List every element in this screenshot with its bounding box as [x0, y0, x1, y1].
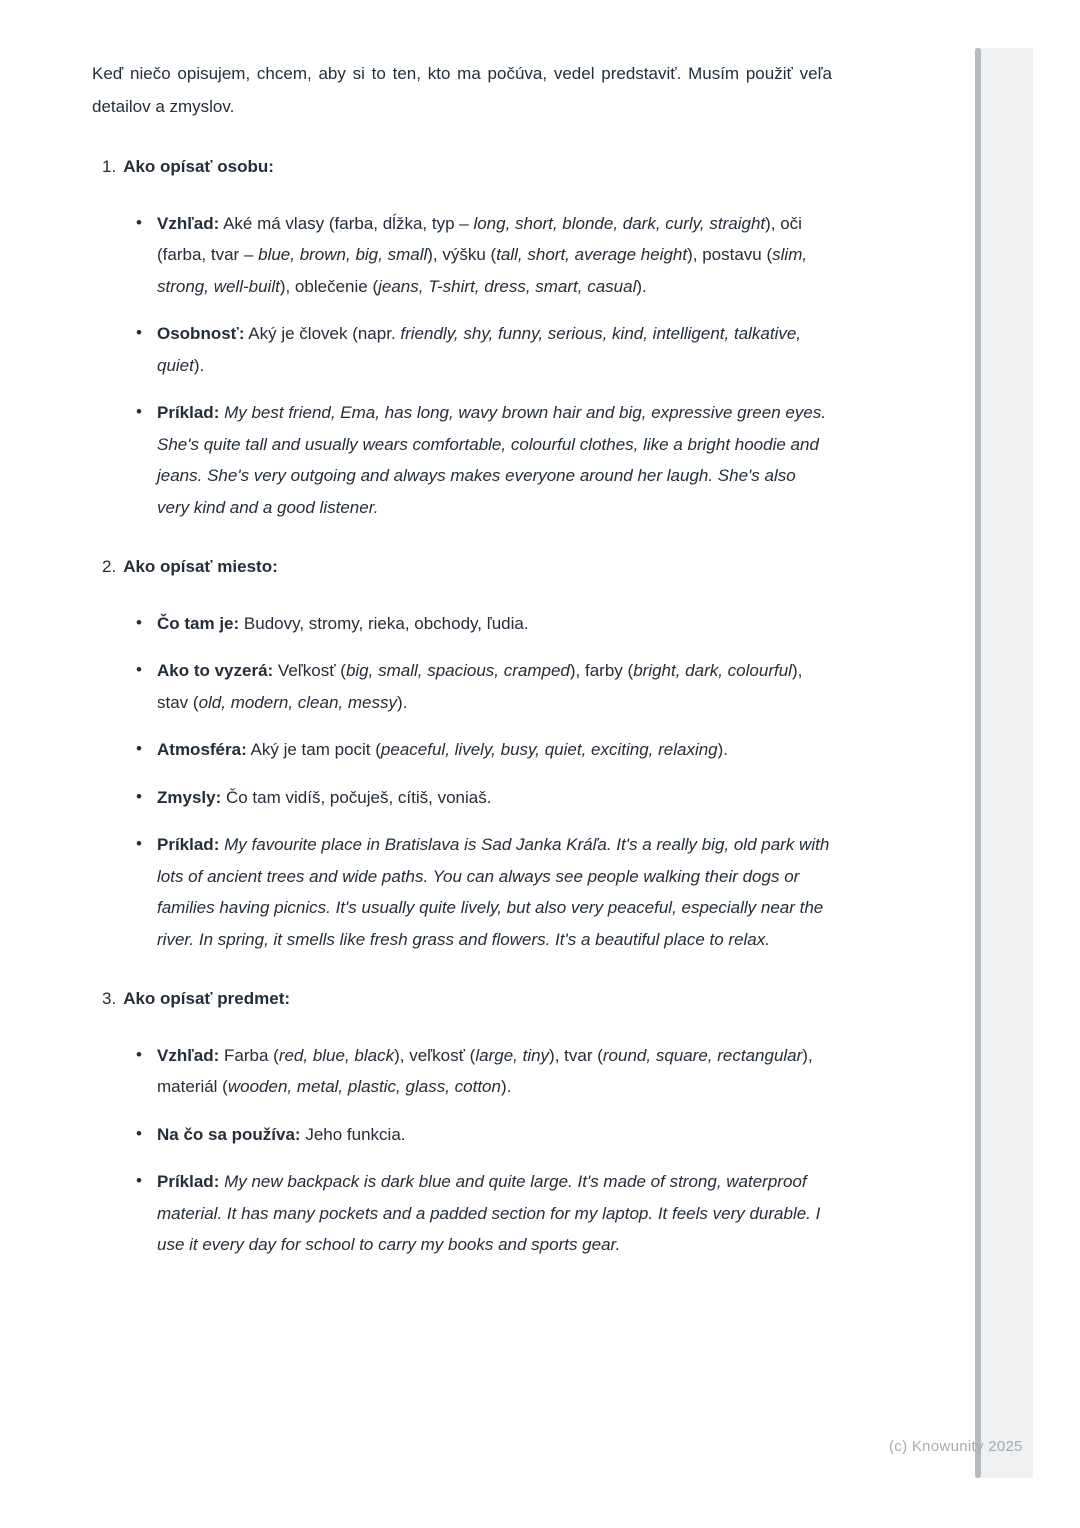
- section-number: 3.: [102, 989, 117, 1008]
- list-item: [92, 782, 832, 814]
- bullet-icon: •: [136, 834, 142, 853]
- section-number: 2.: [102, 557, 117, 576]
- document-content: [92, 57, 832, 1277]
- list-item: [92, 734, 832, 766]
- list-item-text: Na čo sa používa: Jeho funkcia.: [157, 1124, 406, 1144]
- copyright-watermark: (c) Knowunity 2025: [889, 1438, 1023, 1455]
- list-item: [92, 1040, 832, 1103]
- list-item-text: Vzhľad: Aké má vlasy (farba, dĺžka, typ – long, short, blonde, dark, curly, straight), oči (farba, tvar – blue, brown, big, small), výšku (tall, short, average height), postavu (slim, strong, well-built), oblečenie (jeans, T-shirt, dress, smart, casual).: [157, 213, 808, 296]
- list-item-text: Atmosféra: Aký je tam pocit (peaceful, lively, busy, quiet, exciting, relaxing).: [157, 740, 729, 759]
- bullet-icon: •: [136, 786, 142, 806]
- section-describe-object: [92, 983, 832, 1261]
- bullet-icon: •: [136, 1123, 142, 1143]
- list-item: [92, 318, 832, 381]
- list-item-text: Príklad: My best friend, Ema, has long, wavy brown hair and big, expressive green eyes. She's quite tall and usually wears comfortable, colourful clothes, like a bright hoodie and jeans. She's very outgoing and always makes everyone around her laugh. She's also very kind and a good listener.: [157, 403, 827, 517]
- section-title: Ako opísať osobu:: [123, 157, 274, 176]
- list-item-text: Čo tam je: Budovy, stromy, rieka, obchody, ľudia.: [157, 613, 529, 633]
- list-item: [92, 829, 832, 955]
- list-item: [92, 397, 832, 523]
- list-item-text: Osobnosť: Aký je človek (napr. friendly, shy, funny, serious, kind, intelligent, talkative, quiet).: [157, 324, 802, 375]
- section-title: Ako opísať predmet:: [123, 989, 291, 1008]
- bullet-icon: •: [136, 739, 142, 758]
- scrollbar-track[interactable]: [975, 48, 1033, 1478]
- list-item: [92, 208, 832, 303]
- bullet-icon: •: [136, 323, 142, 342]
- list-item: [92, 608, 832, 640]
- bullet-icon: •: [136, 212, 142, 232]
- bullet-icon: •: [136, 1171, 142, 1190]
- list-item-text: Zmysly: Čo tam vidíš, počuješ, cítiš, voniaš.: [157, 787, 492, 807]
- section-heading: [92, 983, 832, 1015]
- bullet-icon: •: [136, 612, 142, 632]
- section-describe-place: [92, 551, 832, 955]
- bullet-icon: •: [136, 660, 142, 679]
- bullet-icon: •: [136, 1044, 142, 1064]
- list-item-text: Príklad: My favourite place in Bratislava is Sad Janka Kráľa. It's a really big, old park with lots of ancient trees and wide paths. You can always see people walking their dogs or families having picnics. It's usually quite lively, but also very peaceful, especially near the river. In spring, it smells like fresh grass and flowers. It's a beautiful place to relax.: [157, 835, 830, 949]
- section-describe-person: [92, 151, 832, 523]
- bullet-icon: •: [136, 402, 142, 421]
- section-heading: [92, 551, 832, 583]
- scrollbar-thumb[interactable]: [975, 48, 981, 1478]
- list-item: [92, 1119, 832, 1151]
- list-item: [92, 655, 832, 718]
- intro-paragraph: Keď niečo opisujem, chcem, aby si to ten, kto ma počúva, vedel predstaviť. Musím použiť veľa detailov a zmyslov.: [92, 64, 832, 116]
- list-item-text: Ako to vyzerá: Veľkosť (big, small, spacious, cramped), farby (bright, dark, colourful), stav (old, modern, clean, messy).: [157, 661, 803, 712]
- section-number: 1.: [102, 157, 117, 176]
- list-item-text: Vzhľad: Farba (red, blue, black), veľkosť (large, tiny), tvar (round, square, rectangular), materiál (wooden, metal, plastic, glass, cotton).: [157, 1045, 813, 1096]
- list-item-text: Príklad: My new backpack is dark blue and quite large. It's made of strong, waterproof material. It has many pockets and a padded section for my laptop. It feels very durable. I use it every day for school to carry my books and sports gear.: [157, 1172, 821, 1254]
- section-heading: [92, 151, 832, 183]
- section-title: Ako opísať miesto:: [123, 557, 278, 576]
- list-item: [92, 1166, 832, 1261]
